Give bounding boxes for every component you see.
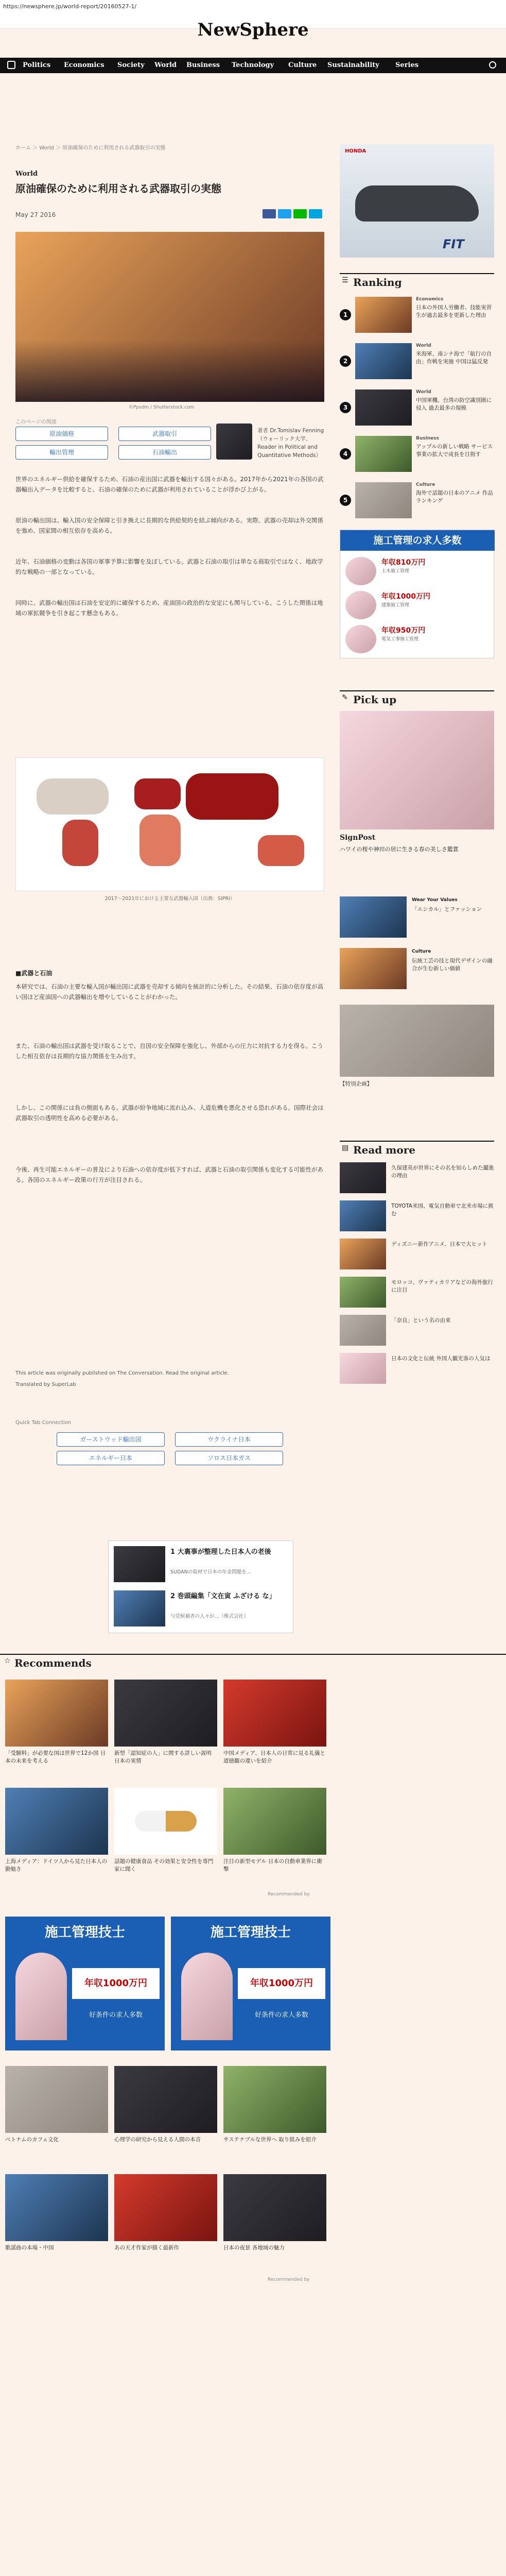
ranking-title: Ranking [353,276,402,289]
recommend-thumbnail[interactable] [5,1788,108,1855]
main-nav [0,58,506,73]
article-paragraph: 同時に、武器の輸出国は石油を安定的に確保するため、産油国の政治的な安定にも関与している。こうした関係は地域の軍拡競争を引き起こす懸念もある。 [15,599,323,617]
readmore-text[interactable]: 「奈良」という名の由来 [391,1317,451,1324]
readmore-text[interactable]: ディズニー新作アニメ、日本で大ヒット [391,1241,487,1247]
arms-import-map [15,757,324,891]
recommend-divider [0,1654,506,1655]
rank-number: 5 [340,495,351,506]
connection-button[interactable]: ソロス日本ガス [175,1451,283,1465]
pickup-title: Pick up [353,693,397,706]
readmore-text[interactable]: TOYOTA米国、電気自動車で北米市場に挑む [391,1203,494,1217]
tag-button[interactable]: 石油輸出 [118,445,211,460]
section-heading: ■武器と石油 [15,970,53,977]
readmore-text[interactable]: モロッコ、ヴァティカリアなどの海外旅行に注目 [391,1279,493,1293]
translator-note: Translated by SuperLab [15,1382,76,1387]
job-banner-salary: 年収1000万円 [238,1968,325,1999]
breadcrumb[interactable]: ホーム ＞ World ＞ 原油確保のために利用される武器取引の実態 [15,145,166,151]
ranking-thumbnail [355,297,412,333]
recommend-thumbnail[interactable] [5,2066,108,2133]
sponsored-title[interactable]: 1 大裏事が整理した日本人の老後 [170,1548,271,1556]
nav-sustainability[interactable]: Sustainability [327,61,379,69]
article-paragraph: 近年、石油価格の変動は各国の軍事予算に影響を及ぼしている。武器と石油の取引は単なる商取引ではなく、地政学的な戦略の一部となっている。 [15,558,323,575]
site-logo[interactable]: NewSphere [197,20,309,40]
ranking-thumbnail [355,389,412,426]
connection-button[interactable]: ウクライナ日本 [175,1432,283,1447]
readmore-list [340,1162,494,1399]
readmore-icon: ▤ [342,1144,349,1152]
ranking-item[interactable] [340,482,494,523]
job-banner-person [15,1953,67,2040]
search-icon[interactable] [489,61,496,69]
job-banner-title: 施工管理技士 [44,1925,125,1940]
ranking-text: 中国軍機、台湾の防空識別圏に侵入 過去最多の規模 [416,397,492,411]
recommend-icon: ☆ [4,1657,11,1665]
article-hero-image [15,232,324,402]
ranking-category: Culture [416,482,435,487]
pickup-icon: ✎ [342,693,348,702]
ranking-category: Economics [416,297,444,302]
nav-business[interactable]: Business [186,61,220,69]
job-ad-salary: 年収810万円 [381,558,426,567]
capsule-image [135,1811,197,1832]
job-banner-ad[interactable] [171,1917,330,2050]
recommend-caption[interactable]: あの天才作家が描く最新作 [114,2245,179,2251]
recommend-thumbnail[interactable] [114,1680,217,1747]
ranking-item[interactable] [340,297,494,338]
pickup-category: Culture [412,949,431,954]
sponsored-thumbnail[interactable] [114,1590,165,1626]
pickup-text[interactable]: 伝統工芸の技と現代デザインの融合が生む新しい価値 [412,958,493,972]
readmore-title: Read more [353,1144,416,1156]
job-ad[interactable] [340,530,494,658]
article-paragraph: また、石油の輸出国は武器を受け取ることで、自国の安全保障を強化し、外部からの圧力に対抗する力を得る。こうした相互依存は長期的な協力関係を生み出す。 [15,1042,323,1060]
article-title: 原油確保のために利用される武器取引の実態 [15,182,221,195]
recommend-caption[interactable]: 日本の夜景 各地域の魅力 [223,2245,285,2251]
sponsored-widget [108,1540,293,1633]
line-share-icon[interactable] [293,209,307,218]
nav-politics[interactable]: Politics [23,61,51,69]
pickup-banner[interactable] [340,1005,494,1077]
twitter-share-icon[interactable] [278,209,291,218]
tag-button[interactable]: 輸出管理 [15,445,108,460]
tag-button[interactable]: 武器取引 [118,427,211,441]
job-ad-person [345,557,376,585]
job-banner-note: 好条件の求人多数 [254,2011,308,2019]
recommend-caption[interactable]: 歌謡曲の本場・中国 [5,2245,54,2251]
readmore-thumbnail[interactable] [340,1353,386,1384]
ranking-thumbnail [355,482,412,518]
recommend-caption[interactable]: 「受験料」が必要な国は世界で12か国 日本の未来を考える [5,1750,106,1764]
ranking-thumbnail [355,436,412,472]
sponsored-sub: SUDANの取材で日本の年金問題を... [170,1569,251,1575]
ranking-category: Business [416,436,439,441]
menu-icon[interactable] [7,61,15,69]
recommend-caption[interactable]: 話題の健康食品 その効果と安全性を専門家に聞く [114,1858,214,1872]
pickup-text[interactable]: 「エシカル」とファッション [412,906,482,912]
job-ad-salary: 年収1000万円 [381,592,430,601]
ad-model: FIT [443,237,464,251]
job-banner-salary: 年収1000万円 [72,1968,160,1999]
nav-culture[interactable]: Culture [288,61,317,69]
connection-button[interactable]: エネルギー日本 [57,1451,165,1465]
ranking-category: World [416,343,431,348]
recommend-caption[interactable]: 新型「認知症の人」に関する詳しい説明 日本の実情 [114,1750,212,1764]
pickup-thumbnail[interactable] [340,948,407,989]
outbrain-label[interactable]: Recommended by [268,1892,310,1897]
article-date: May 27 2016 [15,211,56,218]
author-photo [216,423,252,460]
article-paragraph: しかし、この関係には負の側面もある。武器が紛争地域に流れ込み、人道危機を悪化させる恐れがある。国際社会は武器取引の透明性を高める必要がある。 [15,1104,324,1122]
sponsored-sub: 与党候補者の人々が...（株式会社） [170,1614,249,1619]
pickup-main-text[interactable]: ハワイの桜や神田の居に生きる春の美しさ鑑賞 [340,846,459,853]
sponsored-thumbnail[interactable] [114,1546,165,1582]
readmore-divider [340,1141,494,1142]
footer-spacer [0,2421,506,2576]
job-banner-title: 施工管理技士 [210,1925,291,1940]
recommend-thumbnail[interactable] [114,2066,217,2133]
job-ad-note: 土木施工管理 [381,569,410,574]
readmore-thumbnail[interactable] [340,1200,386,1231]
tags-label: このページの関連 [15,419,57,425]
pickup-image[interactable] [340,711,494,829]
ranking-item[interactable] [340,389,494,431]
readmore-text[interactable]: 日本の文化と伝統 外国人観光客の人気は [391,1355,491,1362]
article-category[interactable]: World [15,170,38,178]
ranking-text: 米海軍、南シナ海で「航行の自由」作戦を実施 中国は猛反発 [416,351,492,365]
recommend-thumbnail[interactable] [114,1788,217,1855]
nav-series[interactable]: Series [395,61,419,69]
recommend-caption[interactable]: 上海メディア：ドイツ人から見た日本人の勤勉さ [5,1858,108,1872]
sponsored-title[interactable]: 2 巻頭編集「文在寅 ふざける な」 [170,1592,276,1600]
readmore-text[interactable]: 久保建英が世界にその名を知らしめた躍進の理由 [391,1165,494,1179]
job-banner-ad[interactable] [5,1917,165,2050]
ranking-text: アップルの新しい戦略 サービス事業の拡大で成長を目指す [416,444,493,457]
recommend-caption[interactable]: ベトナムのカフェ文化 [5,2137,59,2143]
recommend-thumbnail[interactable] [223,2066,326,2133]
recommend-thumbnail[interactable] [5,2174,108,2241]
pickup-caption: 【特別企画】 [340,1081,372,1087]
readmore-thumbnail[interactable] [340,1315,386,1346]
car-image [355,185,479,222]
rank-number: 1 [340,309,351,320]
recommend-caption[interactable]: サステナブルな世界へ 取り組みを紹介 [223,2137,317,2143]
job-ad-note: 建築施工管理 [381,603,410,608]
signpost-logo[interactable]: SignPost [340,834,376,842]
rank-number: 4 [340,448,351,460]
readmore-thumbnail[interactable] [340,1239,386,1269]
nav-society[interactable]: Society [117,61,145,69]
nav-economics[interactable]: Economics [64,61,104,69]
article-paragraph: 本研究では、石油の主要な輸入国が輸出国に武器を売却する傾向を統計的に分析した。その結果、石油の依存度が高い国ほど産油国への武器輸出を増やしていることがわかった。 [15,983,323,1001]
outbrain-label[interactable]: Recommended by [268,2277,310,2282]
connection-button[interactable]: ガーストウッド輸出国 [57,1432,165,1447]
recommend-thumbnail[interactable] [223,1788,326,1855]
readmore-thumbnail[interactable] [340,1162,386,1193]
browser-url[interactable]: https://newsphere.jp/world-report/20160527-1/ [3,3,137,10]
nav-technology[interactable]: Technology [232,61,274,69]
job-ad-salary: 年収950万円 [381,626,426,635]
job-ad-person [345,625,376,653]
recommend-caption[interactable]: 注目の新型モデル 日本の自動車業界に衝撃 [223,1858,322,1872]
job-ad-title: 施工管理の求人多数 [340,530,495,551]
recommend-thumbnail[interactable] [223,1680,326,1747]
ranking-text: 日本の外国人労働者、技能実習生が過去最多を更新した理由 [416,304,492,318]
nav-world[interactable]: World [154,61,177,69]
recommend-thumbnail[interactable] [5,1680,108,1747]
article-paragraph: 世界のエネルギー供給を確保するため、石油の産出国に武器を輸出する国々がある。2017年から2021年の各国の武器輸出入データを比較すると、石油の確保のために武器が利用されていることが浮かび上がる。 [15,476,324,493]
job-banner-person [181,1953,233,2040]
car-ad[interactable] [340,144,494,258]
photo-credit: ©Ppsdm / Shutterstock.com [129,405,195,410]
recommend-thumbnail[interactable] [114,2174,217,2241]
article-paragraph: 原油の輸出国は、輸入国の安全保障と引き換えに長期的な供給契約を結ぶ傾向がある。実際、武器の売却は外交関係を強め、国家間の相互依存を高める。 [15,517,323,534]
job-banner-note: 好条件の求人多数 [89,2011,143,2019]
pickup-thumbnail[interactable] [340,896,407,938]
source-note[interactable]: This article was originally published on The Conversation. Read the original article. [15,1370,229,1376]
ranking-thumbnail [355,343,412,379]
job-ad-note: 電気工事施工管理 [381,637,419,642]
ranking-icon: ☰ [342,276,348,284]
map-caption: 2017〜2021年における主要な武器輸入国（出典：SIPRI） [104,896,235,902]
tag-button[interactable]: 原油価格 [15,427,108,441]
ranking-item[interactable] [340,343,494,384]
author-block: 著者 Dr.Tomislav Fenning（ウォーリック大学、Reader in Political and Quantitative Methods） [257,428,324,459]
pickup-divider [340,690,494,691]
ranking-item[interactable] [340,436,494,477]
readmore-thumbnail[interactable] [340,1277,386,1308]
ranking-text: 海外で話題の日本のアニメ 作品ランキング [416,490,493,504]
share-label: Quick Tab Connection [15,1420,72,1426]
facebook-share-icon[interactable] [263,209,276,218]
job-ad-person [345,591,376,619]
hatena-share-icon[interactable] [309,209,322,218]
recommend-caption[interactable]: 中国メディア、日本人の日常に見る礼儀と道徳観の違いを紹介 [223,1750,325,1764]
ranking-list [340,297,494,523]
pickup-category: Wear Your Values [412,897,458,903]
ranking-divider [340,273,494,274]
recommend-caption[interactable]: 心理学の研究から見える人間の本音 [114,2137,201,2143]
rank-number: 3 [340,402,351,413]
ad-brand: HONDA [345,148,367,154]
article-paragraph: 今後、再生可能エネルギーの普及により石油への依存度が低下すれば、武器と石油の取引関係も変化する可能性がある。各国のエネルギー政策の行方が注目される。 [15,1166,323,1183]
recommend-title: Recommends [14,1657,92,1669]
rank-number: 2 [340,355,351,367]
recommend-thumbnail[interactable] [223,2174,326,2241]
share-buttons [263,209,323,219]
ranking-category: World [416,389,431,395]
